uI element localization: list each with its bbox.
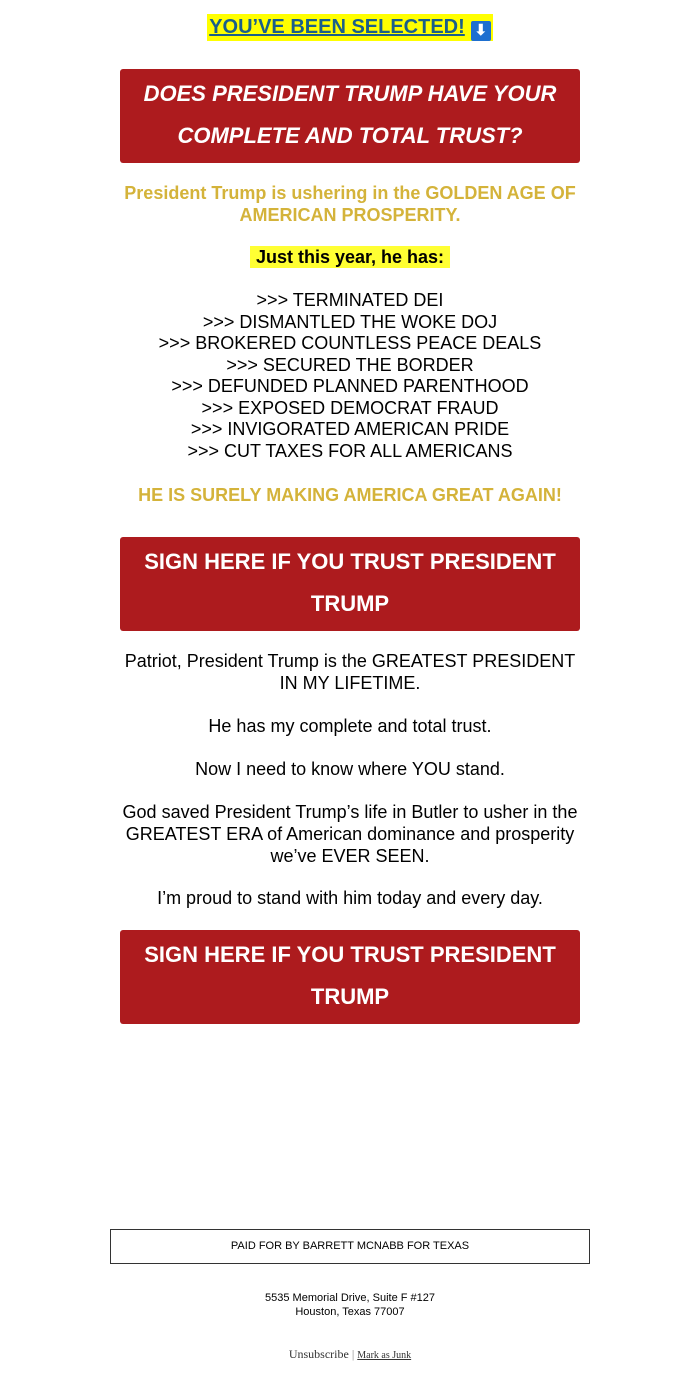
list-item: >>> DEFUNDED PLANNED PARENTHOOD (171, 376, 529, 396)
selected-label: YOU’VE BEEN SELECTED! (209, 16, 465, 38)
body-p4-line-2: GREATEST ERA of American dominance and prosperity (125, 824, 575, 844)
list-item: >>> CUT TAXES FOR ALL AMERICANS (187, 440, 513, 461)
question-banner[interactable] (120, 69, 580, 163)
footer-links (0, 1346, 700, 1364)
body-paragraph-5: I’m proud to stand with him today and every day. (157, 888, 543, 908)
body-paragraph-3: Now I need to know where YOU stand. (195, 759, 505, 779)
address-line-1: 5535 Memorial Drive, Suite F #127 (265, 1292, 435, 1304)
selected-header (0, 14, 700, 41)
body-p1-line-1: Patriot, President Trump is the GREATEST PRESIDENT (124, 651, 576, 671)
list-item: >>> EXPOSED DEMOCRAT FRAUD (201, 397, 499, 418)
body-p4-line-3: we’ve EVER SEEN. (270, 846, 430, 866)
arrow-down-icon: ⬇ (471, 21, 491, 41)
sign-button-line-2: TRUMP (310, 984, 390, 1009)
body-p4-line-1: God saved President Trump’s life in Butler to usher in the (122, 802, 578, 822)
great-again-text: HE IS SURELY MAKING AMERICA GREAT AGAIN! (138, 485, 562, 505)
unsubscribe-link[interactable]: Unsubscribe (288, 1347, 349, 1361)
sign-button-line-2: TRUMP (310, 591, 390, 616)
body-paragraph-2: He has my complete and total trust. (208, 716, 492, 736)
mark-as-junk-link[interactable]: Mark as Junk (357, 1350, 412, 1361)
intro-line-2: AMERICAN PROSPERITY. (239, 205, 461, 225)
sign-button-line-1: SIGN HERE IF YOU TRUST PRESIDENT (144, 942, 556, 967)
mailing-address (0, 1291, 700, 1319)
address-line-2: Houston, Texas 77007 (295, 1306, 405, 1318)
intro-text (100, 182, 600, 226)
question-line-2: COMPLETE AND TOTAL TRUST? (177, 123, 523, 148)
paid-for-disclaimer: PAID FOR BY BARRETT MCNABB FOR TEXAS (110, 1229, 590, 1264)
list-item: >>> BROKERED COUNTLESS PEACE DEALS (158, 333, 542, 353)
list-item: >>> INVIGORATED AMERICAN PRIDE (190, 419, 510, 439)
accomplishments-list (0, 290, 700, 462)
highlight-text: Just this year, he has: (250, 246, 450, 268)
body-paragraph-4 (110, 801, 590, 867)
list-item: >>> DISMANTLED THE WOKE DOJ (202, 311, 498, 332)
highlight-row (0, 246, 700, 268)
sign-button-top[interactable] (120, 537, 580, 631)
body-p1-line-2: IN MY LIFETIME. (279, 673, 421, 693)
link-separator: | (351, 1347, 355, 1361)
body-paragraph-1 (110, 650, 590, 694)
list-item: >>> SECURED THE BORDER (226, 354, 474, 375)
selected-link[interactable] (207, 14, 493, 41)
sign-button-line-1: SIGN HERE IF YOU TRUST PRESIDENT (144, 549, 556, 574)
question-line-1: DOES PRESIDENT TRUMP HAVE YOUR (143, 81, 557, 106)
list-item: >>> TERMINATED DEI (256, 290, 444, 310)
sign-button-bottom[interactable] (120, 930, 580, 1024)
intro-line-1: President Trump is ushering in the GOLDEN AGE OF (124, 183, 576, 203)
